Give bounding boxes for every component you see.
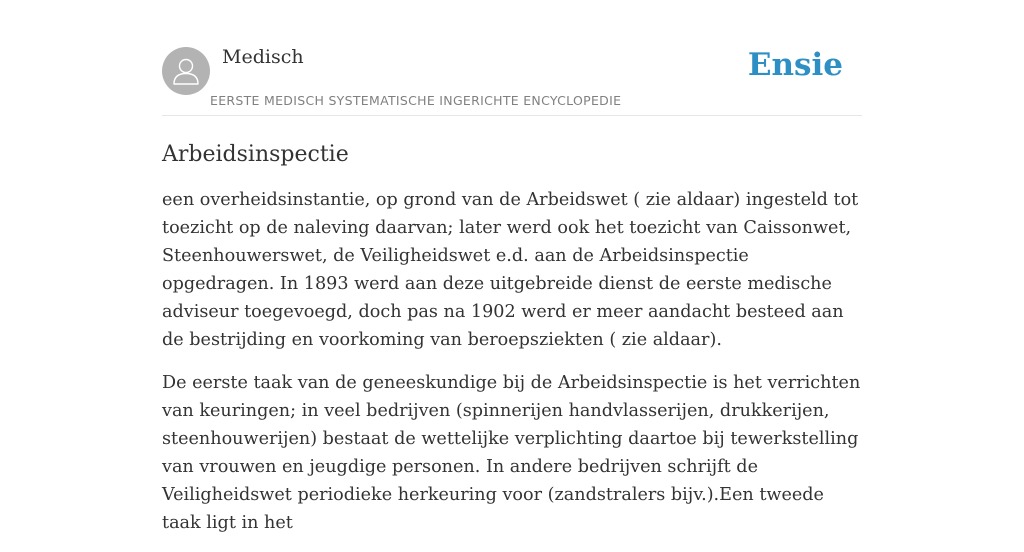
brand-logo[interactable]: Ensie (747, 47, 843, 83)
source-avatar[interactable] (162, 47, 210, 95)
article-paragraph: een overheidsinstantie, op grond van de Arbeidswet ( zie aldaar) ingesteld tot toezicht op de naleving daarvan; later werd ook het toezicht van Caissonwet, Steenhouwerswet, de Veiligheidswet e.d. aan de Arbeidsinspectie opgedragen. In 1893 werd aan deze uitgebreide dienst de eerste medische adviseur toegevoegd, doch pas na 1902 werd er meer aandacht besteed aan de bestrijding en voorkoming van beroepsziekten ( zie aldaar). (162, 190, 859, 350)
article (162, 138, 862, 552)
source-name[interactable]: Medisch (222, 46, 304, 68)
article-paragraph: De eerste taak van de geneeskundige bij de Arbeidsinspectie is het verrichten van keuringen; in veel bedrijven (spinnerijen handvlasserijen, drukkerijen, steenhouwerijen) bestaat de wettelijke verplichting daartoe bij tewerkstelling van vrouwen en jeugdige personen. In andere bedrijven schrijft de Veiligheidswet periodieke herkeuring voor (zandstralers bijv.).Een tweede taak ligt in het (162, 373, 861, 533)
header (162, 0, 862, 116)
user-icon (162, 47, 210, 95)
source-subtitle: EERSTE MEDISCH SYSTEMATISCHE INGERICHTE ENCYCLOPEDIE (210, 93, 622, 108)
article-title: Arbeidsinspectie (162, 142, 349, 167)
